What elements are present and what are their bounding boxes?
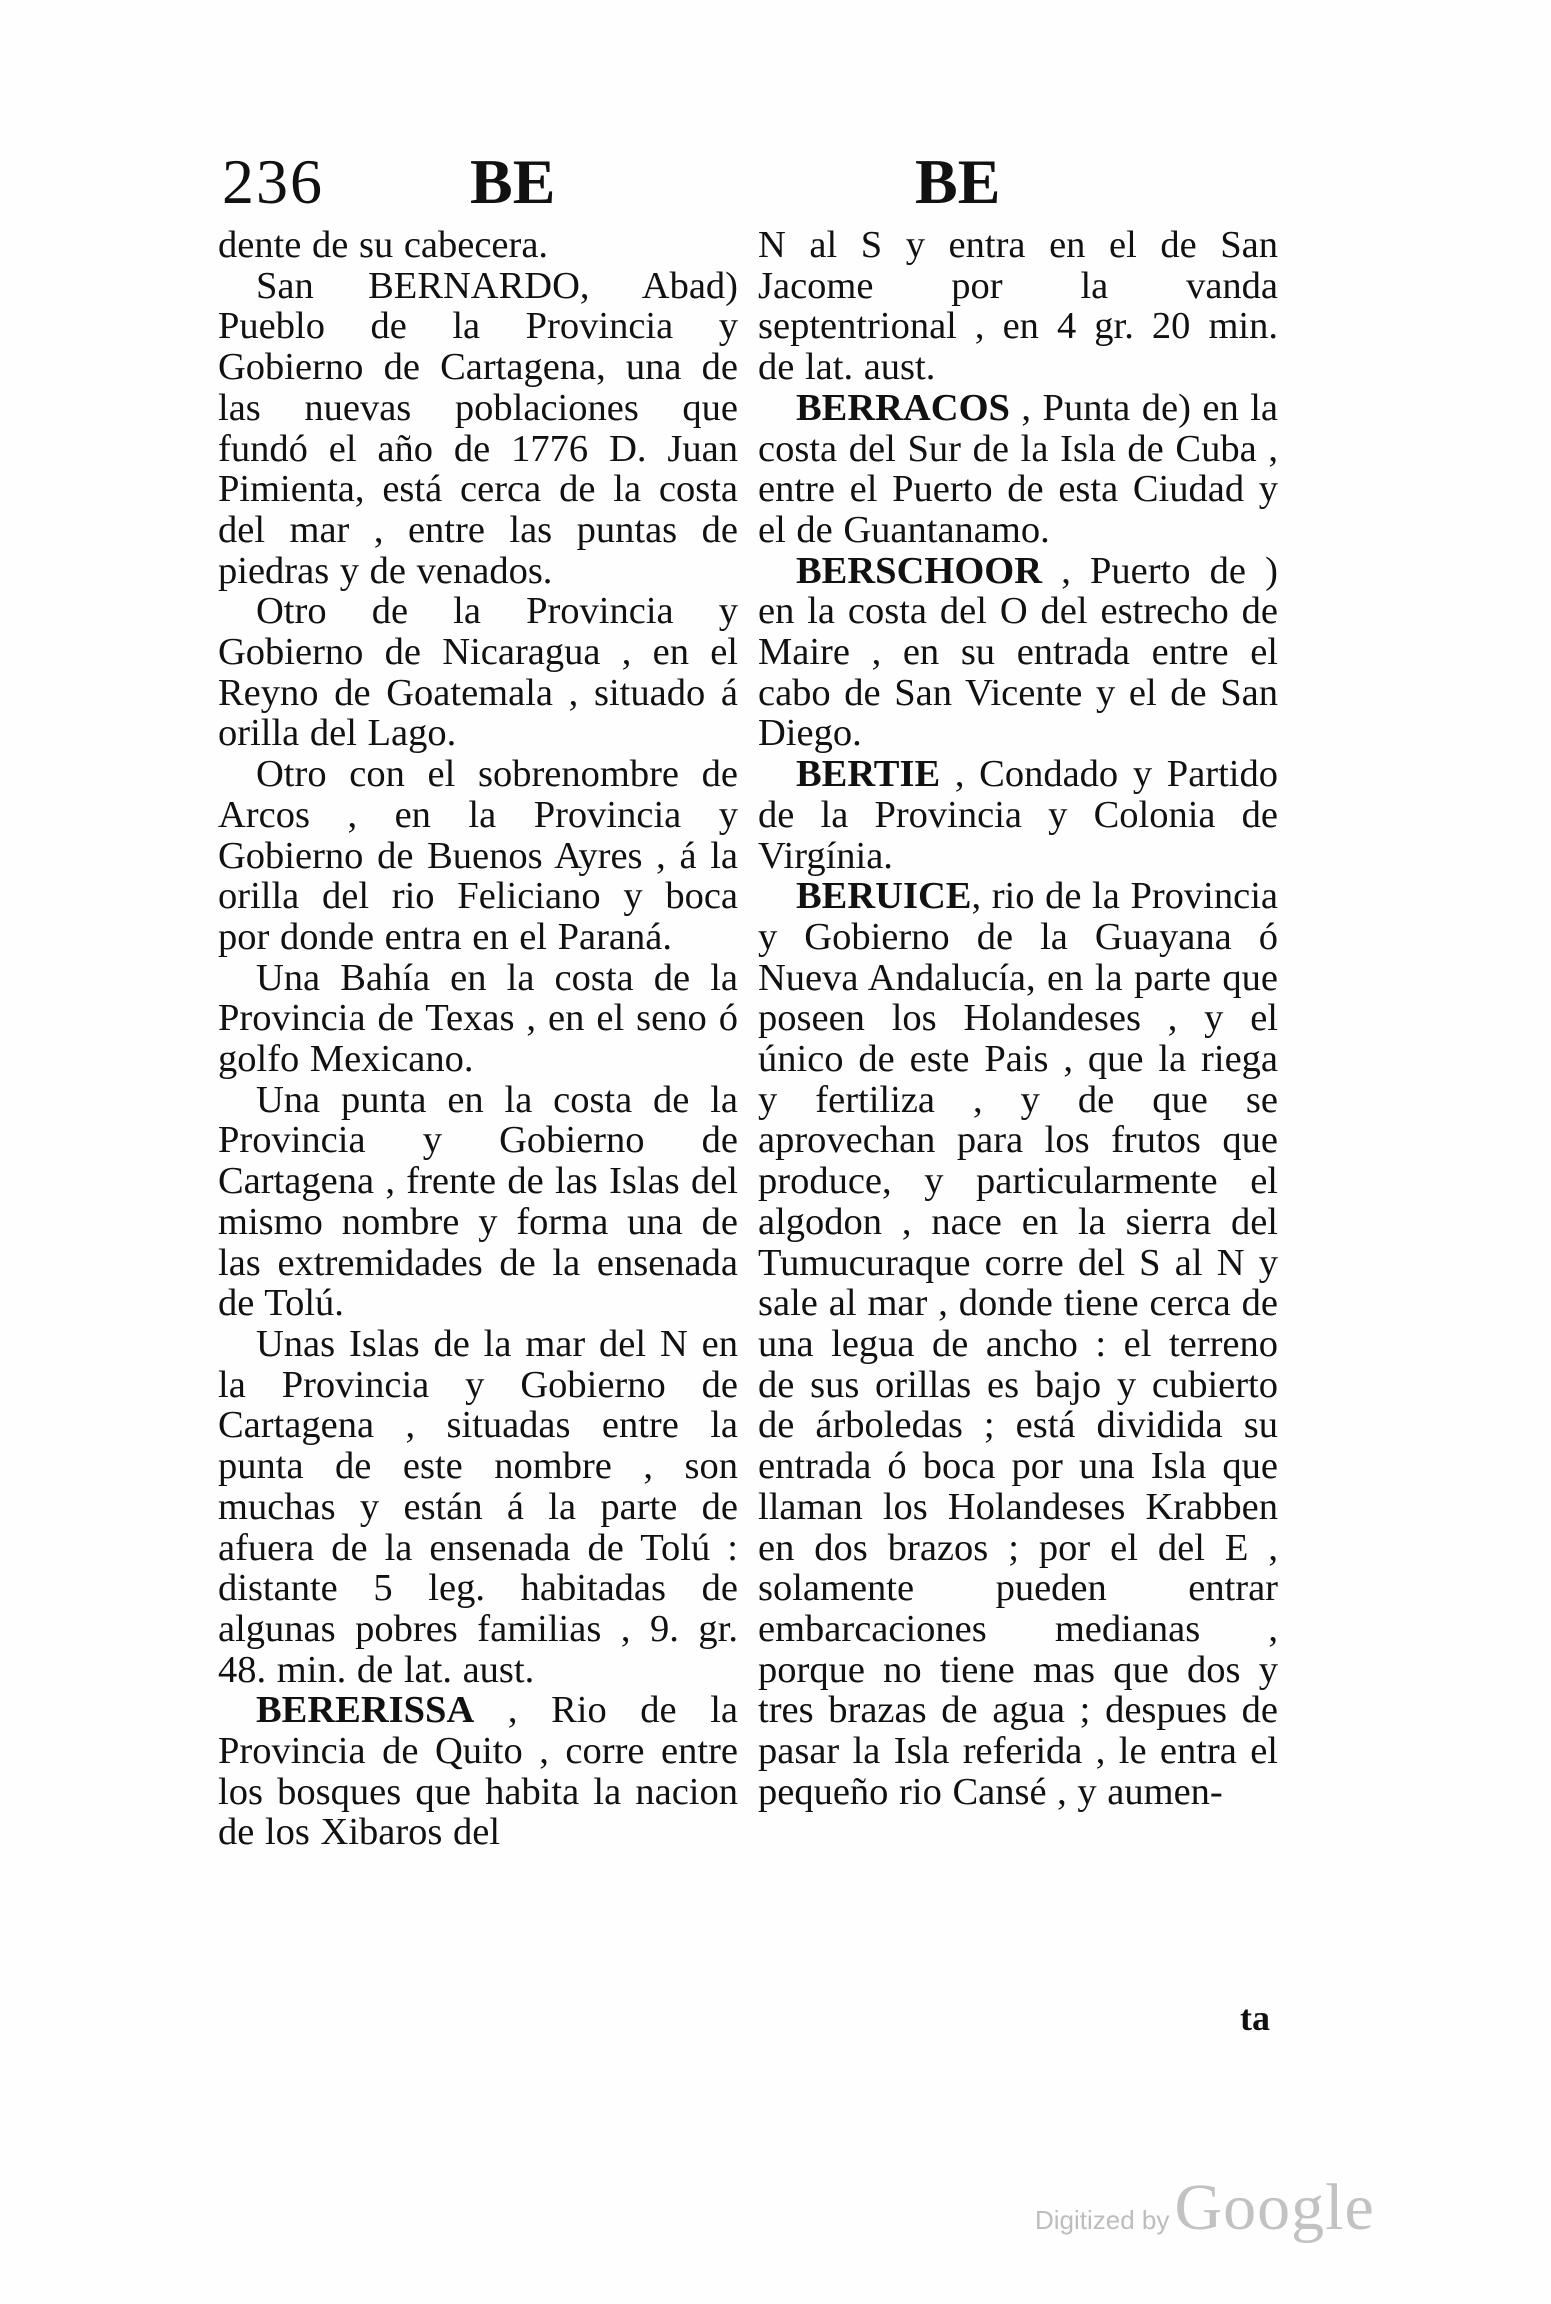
- entry-headword: BERSCHOOR: [796, 549, 1043, 592]
- entry-text: Una Bahía en la costa de la Provincia de Texas , en el seno ó golfo Mexicano.: [218, 956, 738, 1081]
- entry-headword: BERTIE: [796, 753, 941, 796]
- entry-text: , Condado y Partido de la Provincia y Colonia de Virgínia.: [758, 753, 1278, 877]
- entry-headword: BERRACOS: [796, 386, 1010, 429]
- entry-paragraph: [758, 225, 1278, 388]
- entry-paragraph: [218, 754, 738, 958]
- entry-text: Otro de la Provincia y Gobierno de Nicaragua , en el Reyno de Goatemala , situado á orilla del Lago.: [218, 590, 738, 755]
- running-head-right: BE: [915, 146, 1001, 217]
- digitized-watermark: [1035, 2170, 1375, 2246]
- entry-text: , Rio de la Provincia de Quito , corre entre los bosques que habita la nacion de los Xibaros del: [218, 1689, 738, 1854]
- entry-text: Unas Islas de la mar del N en la Provincia y Gobierno de Cartagena , situadas entre la punta de este nombre , son muchas y están á la parte de afuera de la ensenada de Tolú : distante 5 leg. habitadas de algunas pobres familias , 9. gr. 48. min. de lat. aust.: [218, 1322, 738, 1691]
- entry-paragraph: [218, 225, 738, 266]
- entry-paragraph: [758, 754, 1278, 876]
- right-column: [758, 225, 1278, 2045]
- entry-text: N al S y entra en el de San Jacome por la vanda septentrional , en 4 gr. 20 min. de lat. aust.: [758, 224, 1278, 389]
- catchword: ta: [1240, 1998, 1270, 2038]
- entry-headword: BERUICE: [796, 875, 972, 918]
- left-column: [218, 225, 738, 2045]
- entry-text: dente de su cabecera.: [218, 224, 549, 266]
- entry-text: , Puerto de ) en la costa del O del estrecho de Maire , en su entrada entre el cabo de San Vicente y el de San Diego.: [758, 549, 1278, 755]
- entry-paragraph: [218, 266, 738, 592]
- entry-text: , rio de la Provincia y Gobierno de la Guayana ó Nueva Andalucía, en la parte que poseen los Holandeses , y el único de este Pais , que la riega y fertiliza , y de que se aprovechan para los frutos que produce, y particularmente el algodon , nace en la sierra del Tumucuraque corre del S al N y sale al mar , donde tiene cerca de una legua de ancho : el terreno de sus orillas es bajo y cubierto de árboledas ; está dividida su entrada ó boca por una Isla que llaman los Holandeses Krabben en dos brazos ; por el del E , solamente pueden entrar embarcaciones medianas , porque no tiene mas que dos y tres brazas de agua ; despues de pasar la Isla referida , le entra el pequeño rio Cansé , y aumen-: [758, 875, 1279, 1813]
- entry-paragraph: [218, 1690, 738, 1853]
- entry-text: Una punta en la costa de la Provincia y Gobierno de Cartagena , frente de las Islas del mismo nombre y forma una de las extremidades de la ensenada de Tolú.: [218, 1078, 738, 1325]
- entry-text: Otro con el sobrenombre de Arcos , en la Provincia y Gobierno de Buenos Ayres , á la orilla del rio Feliciano y boca por donde entra en el Paraná.: [218, 753, 738, 958]
- entry-paragraph: [218, 1080, 738, 1324]
- running-head-left: BE: [470, 146, 556, 217]
- entry-paragraph: [218, 591, 738, 754]
- entry-paragraph: [218, 1324, 738, 1690]
- google-logo: Google: [1174, 2171, 1375, 2244]
- entry-text: San BERNARDO, Abad) Pueblo de la Provincia y Gobierno de Cartagena, una de las nuevas poblaciones que fundó el año de 1776 D. Juan Pimienta, está cerca de la costa del mar , entre las puntas de piedras y de venados.: [218, 264, 738, 592]
- entry-paragraph: [218, 958, 738, 1080]
- page-number: 236: [222, 146, 324, 217]
- entry-paragraph: [758, 876, 1278, 1812]
- page-header: [0, 146, 1551, 230]
- watermark-prefix: Digitized by: [1035, 2205, 1170, 2235]
- entry-paragraph: [758, 551, 1278, 755]
- entry-headword: BERERISSA: [256, 1689, 475, 1732]
- entry-text: , Punta de) en la costa del Sur de la Isla de Cuba , entre el Puerto de esta Ciudad y el de Guantanamo.: [758, 386, 1278, 551]
- entry-paragraph: [758, 388, 1278, 551]
